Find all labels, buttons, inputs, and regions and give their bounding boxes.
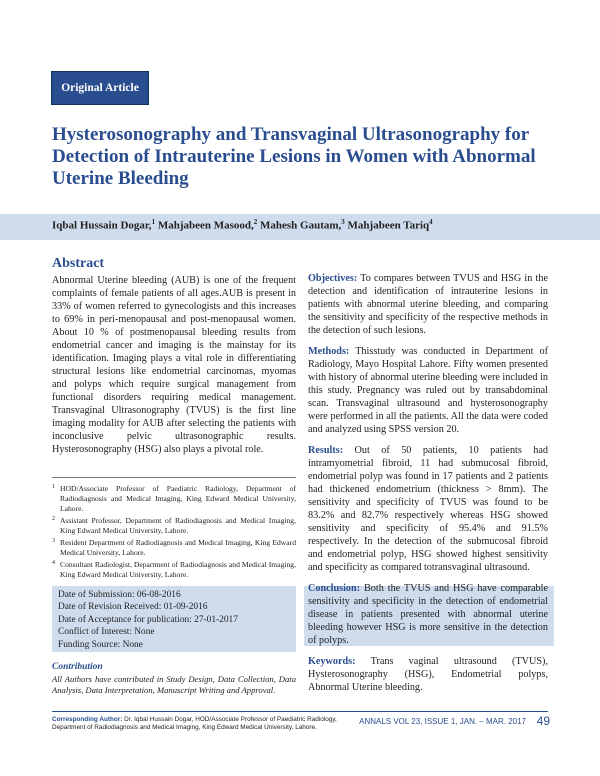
author-name: Mahjabeen Masood, xyxy=(157,219,254,232)
author-sup: 1 xyxy=(151,218,156,226)
date-line: Funding Source: None xyxy=(58,639,143,650)
abstract-heading: Abstract xyxy=(52,256,105,271)
date-line: Date of Acceptance for publication: 27-01-2017 xyxy=(58,614,238,625)
section-label: Methods: xyxy=(308,346,350,357)
affiliation-sup: 2 xyxy=(52,516,55,522)
keywords-section xyxy=(308,655,548,694)
contribution-text: All Authors have contributed in Study Design, Data Collection, Data Analysis, Data Interpretation, Manuscript Writing and Approval. xyxy=(52,674,296,695)
author-list xyxy=(52,218,572,232)
author-sup: 4 xyxy=(429,218,433,226)
affiliation-item xyxy=(52,516,296,536)
affiliation-text: HOD/Associate Professor of Paediatric Radiology, Department of Radiodiagnosis and Medical Imaging, King Edward Medical University, Lahore. xyxy=(60,484,296,513)
section-text: Both the TVUS and HSG have comparable sensitivity and specificity in the detection of endometrial disease in patients presented with abnormal uterine bleeding however HSG is more sensitive in the detection of polyps. xyxy=(308,583,548,646)
objectives-section xyxy=(308,272,548,337)
section-text: Trans vaginal ultrasound (TVUS), Hysterosonography (HSG), Endometrial polyps, Abnormal Uterine bleeding. xyxy=(308,656,548,693)
affiliation-divider xyxy=(52,477,296,478)
dates-box xyxy=(52,586,296,652)
section-label: Results: xyxy=(308,445,344,456)
affiliation-text: Consultant Radiologist, Department of Radiodiagnosis and Medical Imaging, King Edward Medical University, Lahore. xyxy=(60,560,296,579)
section-text: Thisstudy was conducted in Department of Radiology, Mayo Hospital Lahore. Fifty women presented with history of abnormal uterine bleeding were included in this study. Pregnancy was ruled out by transabdominal scan. Transvaginal ultrasound and hysterosonography were performed in all the patients. All the data were coded and analyzed using SPSS version 20. xyxy=(308,346,548,435)
section-text: To compares between TVUS and HSG in the detection and identification of intrauterine lesions in patients with abnormal uterine bleeding, and comparing the sensitivity and specificity of the respective methods in the detection of such lesions. xyxy=(308,273,548,336)
section-label: Objectives: xyxy=(308,273,358,284)
author-sup: 2 xyxy=(253,218,258,226)
section-label: Keywords: xyxy=(308,656,356,667)
affiliation-item xyxy=(52,538,296,558)
author-sup: 3 xyxy=(341,218,345,226)
date-line: Date of Submission: 06-08-2016 xyxy=(58,590,181,600)
author-name: Iqbal Hussain Dogar, xyxy=(52,219,152,232)
affiliation-item xyxy=(52,560,296,580)
conclusion-section xyxy=(308,582,548,647)
article-type-badge: Original Article xyxy=(52,72,148,104)
contribution-heading: Contribution xyxy=(52,662,103,672)
abstract-sections xyxy=(308,272,548,702)
affiliation-text: Resident Department of Radiodiagnosis and Medical Imaging, King Edward Medical University, Lahore. xyxy=(60,538,296,557)
author-name: Mahesh Gautam, xyxy=(260,219,342,232)
corr-text: Dr. Iqbal Hussain Dogar, HOD/Associate Professor of Paediatric Radiology, Department of Radiodiagnosis and Medical Imaging, King Edward Medical University, Lahore. xyxy=(52,716,337,732)
affiliation-sup: 4 xyxy=(52,560,55,566)
journal-citation: ANNALS VOL 23, ISSUE 1, JAN. – MAR. 2017 xyxy=(359,717,526,726)
affiliation-text: Assistant Professor, Department of Radiodiagnosis and Medical Imaging, King Edward Medical University, Lahore. xyxy=(60,516,296,535)
section-label: Conclusion: xyxy=(308,583,361,594)
methods-section xyxy=(308,345,548,436)
date-line: Date of Revision Received: 01-09-2016 xyxy=(58,602,208,613)
results-section xyxy=(308,444,548,574)
abstract-intro: Abnormal Uterine bleeding (AUB) is one of the frequent complaints of female patients of all ages.AUB is present in 33% of women referred to gynecologists and this increases to 69% in peri-menopausal and post-menopausal women. About 10 % of postmenopausal bleeding results from endometrial cancer and imaging is the mainstay for its identification. Imaging plays a vital role in differentiating structural lesions like endometrial carcinomas, myomas and polyps which require surgical management from functional disorders requiring medical management. Transvaginal Ultrasonography (TVUS) is the first line imaging modality for AUB after selecting the patients with inconclusive pelvic ultrasonographic results. Hysterosonography (HSG) also plays a pivotal role. xyxy=(52,275,296,455)
date-line: Conflict of Interest: None xyxy=(58,627,155,638)
footer-divider xyxy=(52,711,548,712)
affiliation-item xyxy=(52,484,296,514)
article-title: Hysterosonography and Transvaginal Ultrasonography for Detection of Intrauterine Lesions in Women with Abnormal Uterine Bleeding xyxy=(52,124,536,189)
author-name: Mahjabeen Tariq xyxy=(347,219,430,232)
section-text: Out of 50 patients, 10 patients had intramyometrial fibroid, 11 had submucosal fibroid, endometrial polyp was found in 17 patients and 2 patients had thickened endometrium (thickness > 8mm). The sensitivity and specificity of TVUS was found to be 83.2% and 82.7% respectively whereas HSG showed sensitivity and specificity of 95.4% and 91.5% respectively. In the detection of the submucosal fibroid and endometrial polyp, HSG showed highest sensitivity and specificity as compared totransvaginal ultrasound. xyxy=(308,445,548,573)
affiliation-sup: 3 xyxy=(52,538,55,544)
corr-label: Corresponding Author: xyxy=(52,716,123,723)
page-number: 49 xyxy=(536,714,550,728)
corresponding-author xyxy=(52,716,352,732)
affiliation-sup: 1 xyxy=(52,484,55,490)
affiliations xyxy=(52,484,296,582)
